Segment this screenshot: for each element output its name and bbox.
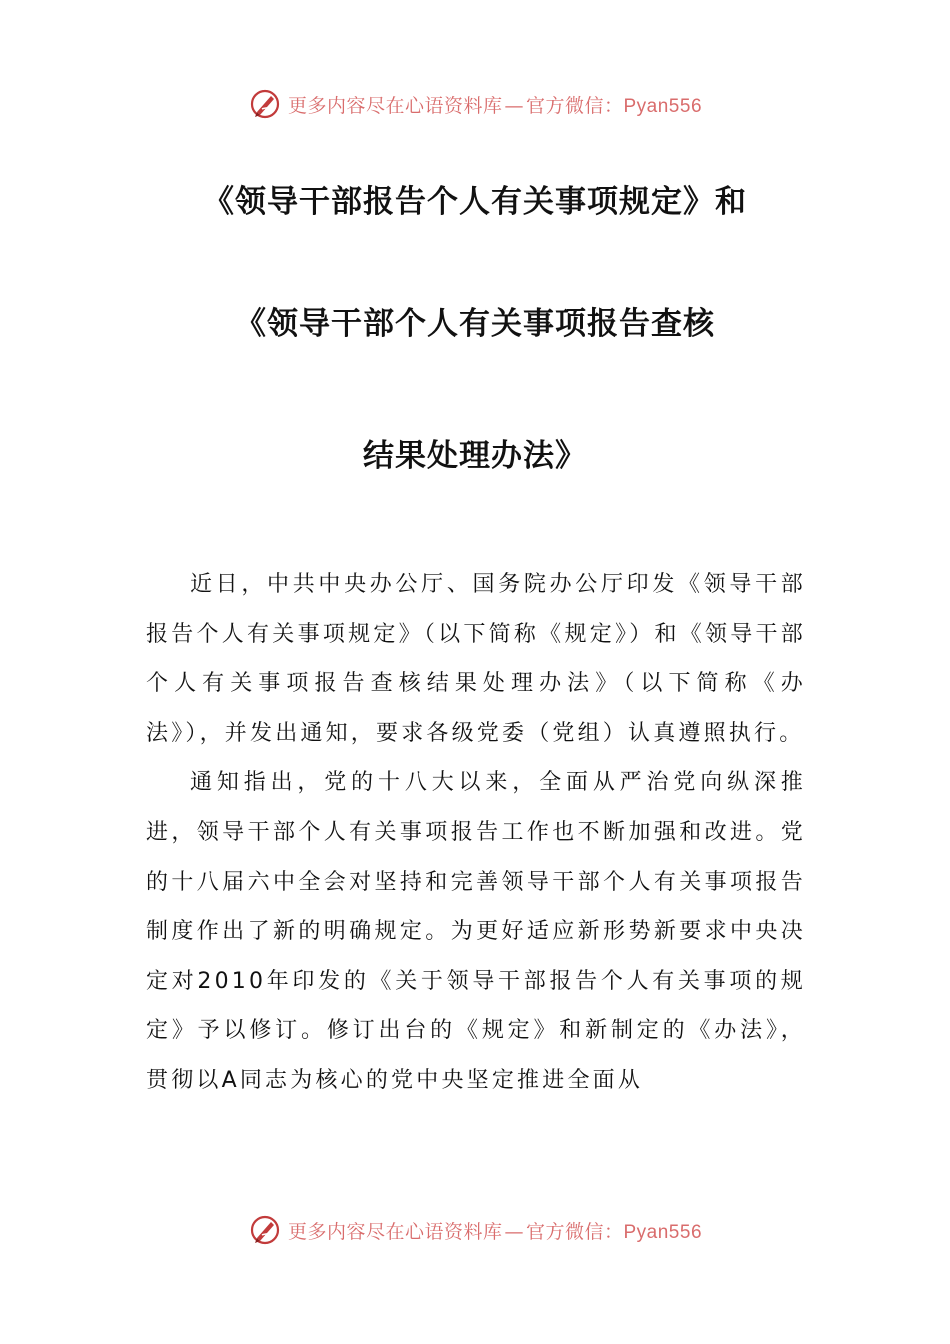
banner-text (288, 91, 702, 118)
banner-main-text: 更多内容尽在心语资料库 (287, 1220, 503, 1243)
banner-wechat-handle: Pyan556 (623, 1221, 703, 1243)
pen-logo-icon (248, 1213, 282, 1247)
banner-wechat-handle: Pyan556 (623, 95, 703, 117)
banner-dash: — (504, 1220, 524, 1243)
banner-label: 官方微信： (525, 94, 624, 117)
header-watermark-banner (0, 84, 950, 124)
document-body (146, 560, 806, 1106)
document-title-line-2: 《领导干部个人有关事项报告查核 (235, 306, 715, 342)
pen-logo-icon (248, 87, 282, 121)
body-paragraph-2: 通知指出，党的十八大以来，全面从严治党向纵深推进，领导干部个人有关事项报告工作也不断加强和改进。党的十八届六中全会对坚持和完善领导干部个人有关事项报告制度作出了新的明确规定。为更好适应新形势新要求中央决定对2010年印发的《关于领导干部报告个人有关事项的规定》予以修订。修订出台的《规定》和新制定的《办法》，贯彻以A同志为核心的党中央坚定推进全面从 (146, 770, 806, 1093)
banner-label: 官方微信： (525, 1220, 624, 1243)
banner-main-text: 更多内容尽在心语资料库 (287, 94, 503, 117)
footer-watermark-banner (0, 1210, 950, 1250)
banner-text (288, 1217, 702, 1244)
document-title-line-3: 结果处理办法》 (363, 438, 587, 474)
banner-dash: — (504, 94, 524, 117)
body-paragraph-1: 近日，中共中央办公厅、国务院办公厅印发《领导干部报告个人有关事项规定》（以下简称《规定》）和《领导干部个人有关事项报告查核结果处理办法》（以下简称《办法》），并发出通知，要求各级党委（党组）认真遵照执行。 (146, 572, 806, 746)
document-title-line-1: 《领导干部报告个人有关事项规定》和 (203, 184, 747, 220)
